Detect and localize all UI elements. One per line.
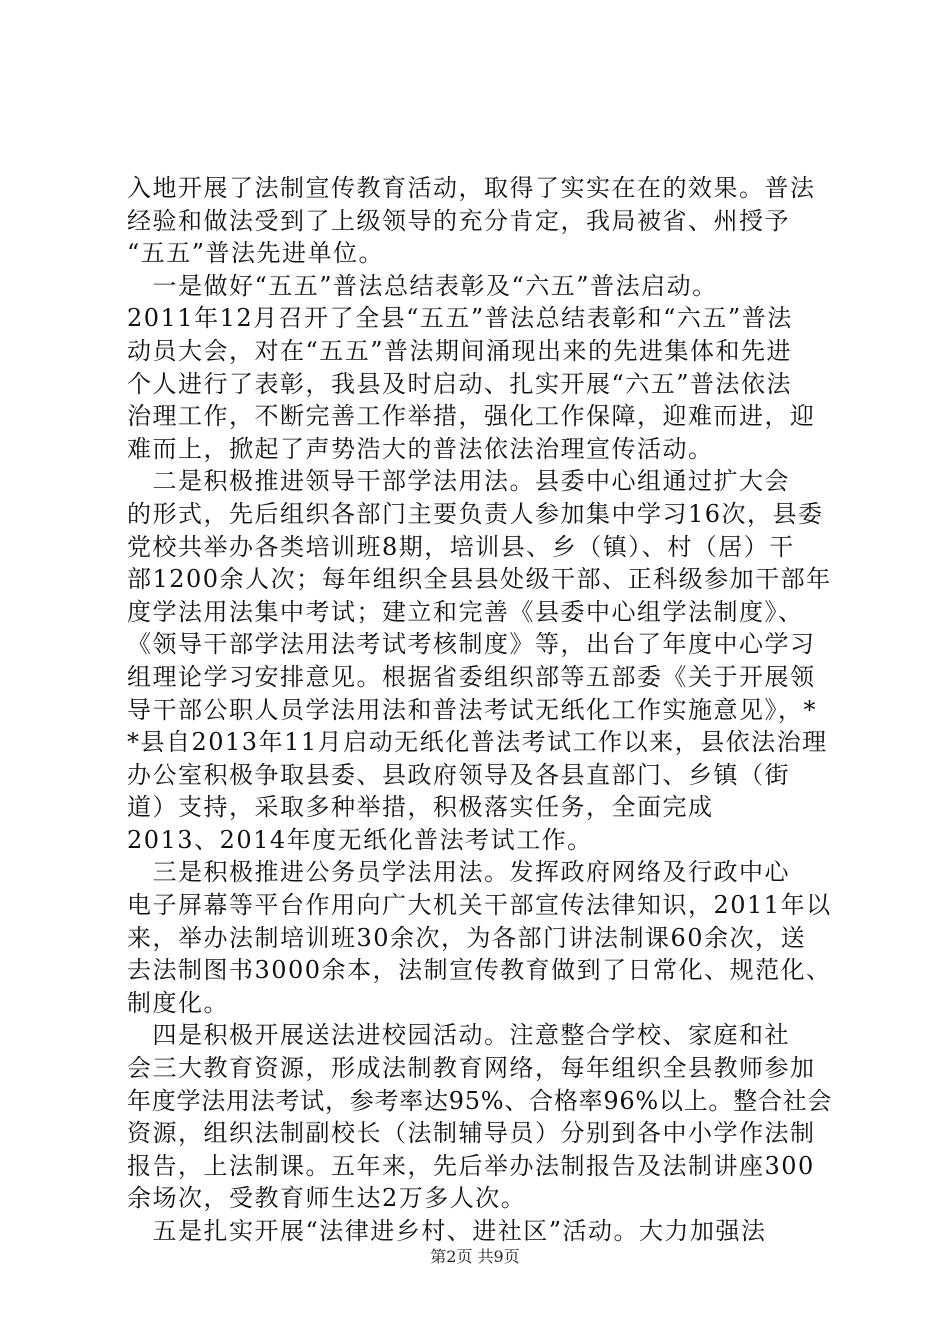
text-line: 经验和做法受到了上级领导的充分肯定，我局被省、州授予: [127, 206, 790, 235]
text-line: 来，举办法制培训班30余次，为各部门讲法制课60余次，送: [127, 923, 807, 952]
text-line: 个人进行了表彰，我县及时启动、扎实开展“六五”普法依法: [127, 369, 793, 398]
text-line: 党校共举办各类培训班8期，培训县、乡（镇）、村（居）干: [127, 532, 795, 561]
text-line: 《领导干部学法用法考试考核制度》等，出台了年度中心学习: [127, 630, 816, 659]
text-line: 资源，组织法制副校长（法制辅导员）分别到各中小学作法制: [127, 1119, 816, 1148]
text-line: 办公室积极争取县委、县政府领导及各县直部门、乡镇（街: [127, 760, 790, 789]
text-line: 入地开展了法制宣传教育活动，取得了实实在在的效果。普法: [127, 174, 816, 202]
text-line: 报告，上法制课。五年来，先后举办法制报告及法制讲座300: [127, 1151, 815, 1180]
text-line: 年度学法用法考试，参考率达95%、合格率96%以上。整合社会: [127, 1086, 833, 1115]
text-line: 的形式，先后组织各部门主要负责人参加集中学习16次，县委: [127, 499, 824, 528]
text-line: 去法制图书3000余本，法制宣传教育做到了日常化、规范化、: [127, 956, 832, 985]
text-line: 四是积极开展送法进校园活动。注意整合学校、家庭和社: [127, 1021, 790, 1050]
text-line: “五五”普法先进单位。: [127, 239, 385, 268]
text-line: 2013、2014年度无纸化普法考试工作。: [127, 825, 593, 854]
page-footer: 第2页 共9页: [430, 1247, 520, 1266]
text-line: *县自2013年11月启动无纸化普法考试工作以来，县依法治理: [127, 728, 828, 757]
text-line: 三是积极推进公务员学法用法。发挥政府网络及行政中心: [127, 858, 790, 887]
body-text: [127, 172, 833, 1248]
text-line: 动员大会，对在“五五”普法期间涌现出来的先进集体和先进: [127, 336, 793, 365]
text-line: 五是扎实开展“法律进乡村、进社区”活动。大力加强法: [127, 1217, 767, 1245]
text-line: 余场次，受教育师生达2万多人次。: [127, 1184, 527, 1213]
text-line: 导干部公职人员学法用法和普法考试无纸化工作实施意见》，*: [127, 695, 817, 724]
text-line: 难而上，掀起了声势浩大的普法依法治理宣传活动。: [127, 434, 714, 463]
text-line: 治理工作，不断完善工作举措，强化工作保障，迎难而进，迎: [127, 402, 816, 431]
text-line: 一是做好“五五”普法总结表彰及“六五”普法启动。: [127, 271, 718, 300]
text-line: 部1200余人次；每年组织全县县处级干部、正科级参加干部年: [127, 565, 832, 594]
text-line: 制度化。: [127, 988, 229, 1017]
text-line: 2011年12月召开了全县“五五”普法总结表彰和“六五”普法: [127, 304, 793, 333]
text-line: 电子屏幕等平台作用向广大机关干部宣传法律知识，2011年以: [127, 891, 832, 920]
text-line: 会三大教育资源，形成法制教育网络，每年组织全县教师参加: [127, 1054, 816, 1083]
text-line: 道）支持，采取多种举措，积极落实任务，全面完成: [127, 793, 714, 822]
text-line: 组理论学习安排意见。根据省委组织部等五部委《关于开展领: [127, 662, 816, 691]
text-line: 二是积极推进领导干部学法用法。县委中心组通过扩大会: [127, 467, 790, 496]
text-line: 度学法用法集中考试；建立和完善《县委中心组学法制度》、: [127, 597, 804, 626]
